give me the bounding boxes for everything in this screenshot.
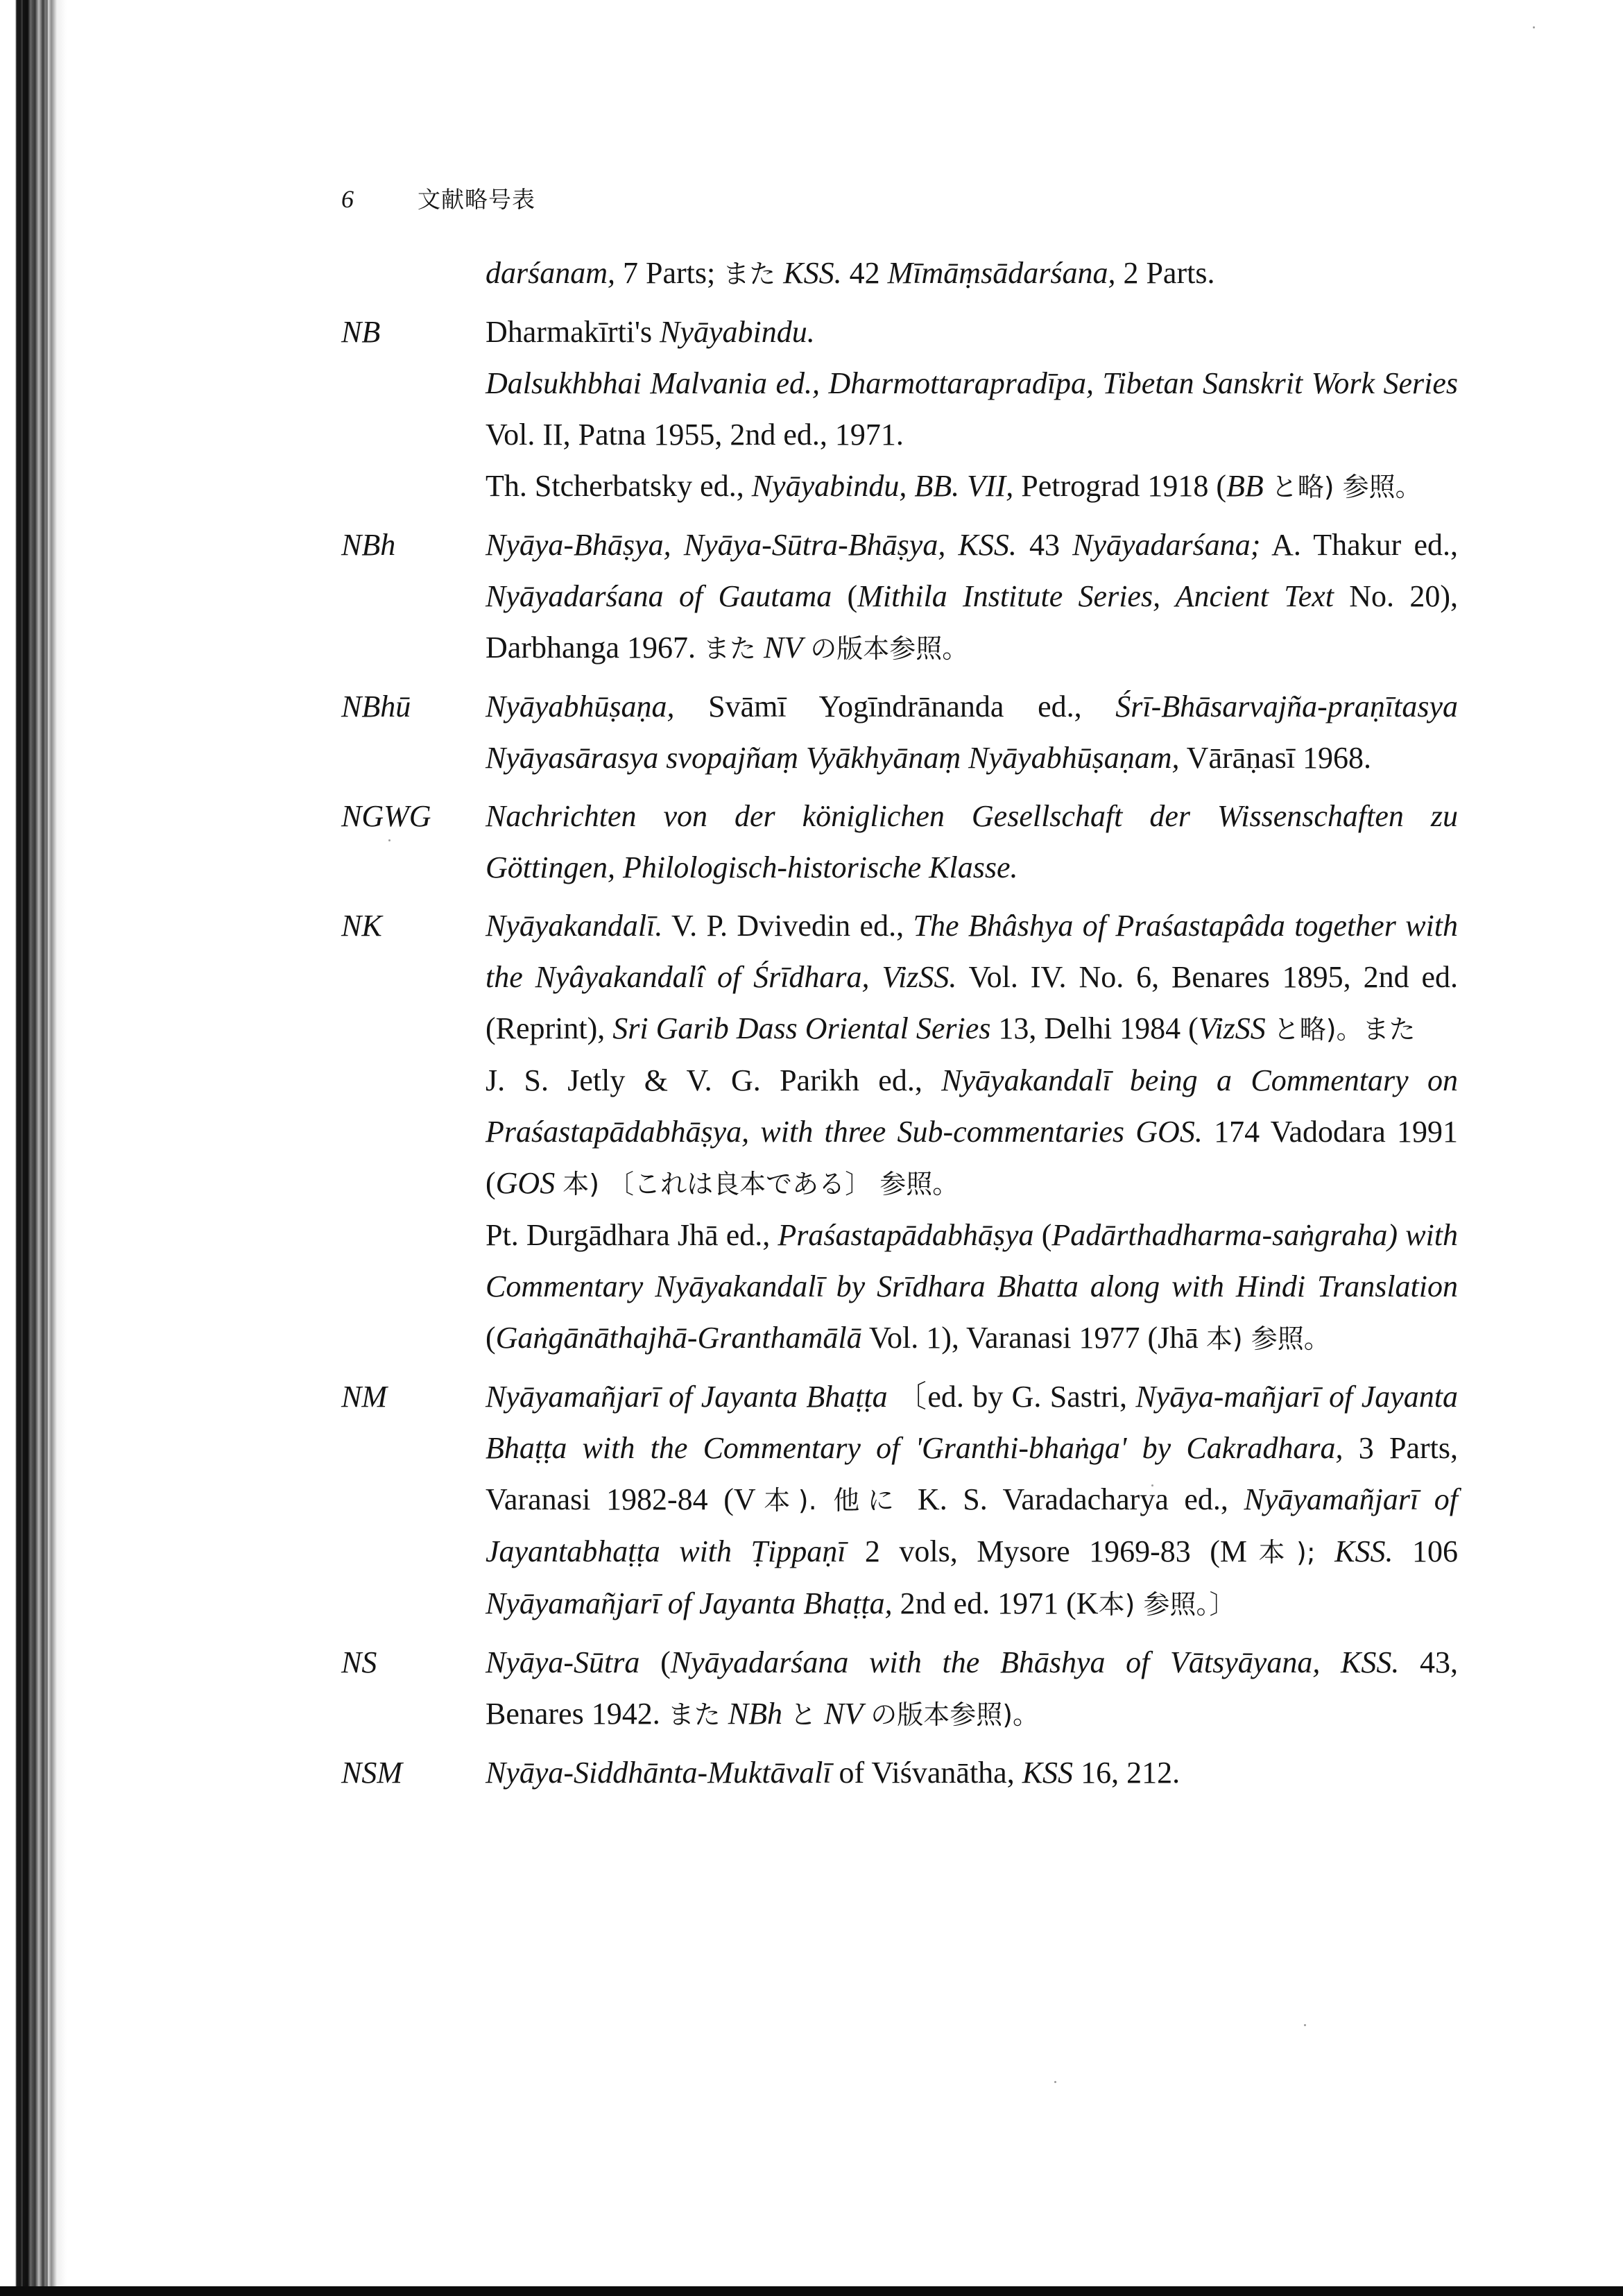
entry-paragraph: Dalsukhbhai Malvania ed., Dharmottarapradīpa, Tibetan Sanskrit Work Series Vol. II, Patna 1955, 2nd ed., 1971. [486,366,1458,452]
entry-paragraph: Nachrichten von der königlichen Gesellschaft der Wissenschaften zu Göttingen, Philologisch-historische Klasse. [486,799,1458,884]
entry-paragraph: Nyāyabhūṣaṇa, Svāmī Yogīndrānanda ed., Śrī-Bhāsarvajña-praṇītasya Nyāyasārasya svopajñaṃ Vyākhyānaṃ Nyāyabhūṣaṇam, Vārāṇasī 1968. [486,689,1458,775]
entry-paragraph: Nyāyakandalī. V. P. Dvivedin ed., The Bhâshya of Praśastapâda together with the Nyâyakandalî of Śrīdhara, VizSS. Vol. IV. No. 6, Benares 1895, 2nd ed. (Reprint), Sri Garib Dass Oriental Series 13, Delhi 1984 (VizSS と略)。また [486,909,1459,1045]
entry-abbreviation: NBh [341,528,396,562]
binding-streak [46,0,48,2296]
bibliography-entry [341,900,1458,1364]
binding-edge [0,0,69,2296]
entry-abbreviation [341,248,486,300]
bibliography-entry [341,307,1458,513]
abbreviation-list [341,248,1458,1799]
entry-body [486,791,1458,893]
bibliography-entry [341,1371,1458,1630]
entry-body [486,681,1458,784]
entry-paragraph: Pt. Durgādhara Jhā ed., Praśastapādabhāṣya (Padārthadharma-saṅgraha) with Commentary Nyāyakandalī by Srīdhara Bhatta along with Hindi Translation (Gaṅgānāthajhā-Granthamālā Vol. 1), Varanasi 1977 (Jhā 本) 参照。 [486,1218,1458,1355]
entry-abbreviation: NK [341,909,382,943]
entry-paragraph: Nyāya-Bhāṣya, Nyāya-Sūtra-Bhāṣya, KSS. 43 Nyāyadarśana; A. Thakur ed., Nyāyadarśana of Gautama (Mithila Institute Series, Ancient Text No. 20), Darbhanga 1967. また NV の版本参照。 [486,528,1459,665]
entry-paragraph: Dharmakīrti's Nyāyabindu. [486,315,815,349]
entry-body [486,1371,1458,1630]
bibliography-entry [341,791,1458,893]
entry-paragraph: Nyāyamañjarī of Jayanta Bhaṭṭa 〔ed. by G. Sastri, Nyāya-mañjarī of Jayanta Bhaṭṭa with the Commentary of 'Granthi-bhaṅga' by Cakradhara, 3 Parts, Varanasi 1982-84 (V本). 他に K. S. Varadacharya ed., Nyāyamañjarī of Jayantabhaṭṭa with Ṭippaṇī 2 vols, Mysore 1969-83 (M本); KSS. 106 Nyāyamañjarī of Jayanta Bhaṭṭa, 2nd ed. 1971 (K本) 参照。〕 [486,1380,1459,1620]
entry-abbreviation: NGWG [341,799,431,833]
entry-abbreviation: NM [341,1380,387,1414]
page-number: 6 [341,185,354,213]
scan-speck [1054,2081,1056,2083]
entry-paragraph: darśanam, 7 Parts; また KSS. 42 Mīmāṃsādarśana, 2 Parts. [486,256,1215,290]
entry-body [486,900,1458,1364]
entry-paragraph: Th. Stcherbatsky ed., Nyāyabindu, BB. VII, Petrograd 1918 (BB と略) 参照。 [486,469,1422,503]
entry-body [486,307,1458,513]
entry-body [486,248,1458,300]
bibliography-entry [341,520,1458,674]
entry-body [486,1747,1458,1799]
scan-speck [1304,2024,1306,2026]
entry-paragraph: J. S. Jetly & V. G. Parikh ed., Nyāyakandalī being a Commentary on Praśastapādabhāṣya, with three Sub-commentaries GOS. 174 Vadodara 1991 (GOS 本) 〔これは良本である〕 参照。 [486,1063,1459,1200]
entry-abbreviation: NB [341,315,381,349]
binding-streak [33,0,35,2296]
page-header [341,182,535,214]
entry-paragraph: Nyāya-Siddhānta-Muktāvalī of Viśvanātha, KSS 16, 212. [486,1756,1180,1790]
entry-abbreviation: NS [341,1645,377,1679]
bibliography-entry [341,681,1458,784]
scan-bottom-edge [0,2286,1623,2296]
entry-abbreviation: NBhū [341,689,411,723]
entry-paragraph: Nyāya-Sūtra (Nyāyadarśana with the Bhāshya of Vātsyāyana, KSS. 43, Benares 1942. また NBh と NV の版本参照)。 [486,1645,1459,1731]
binding-streak [21,0,23,2296]
bibliography-entry [341,1747,1458,1799]
entry-abbreviation: NSM [341,1756,402,1790]
bibliography-entry [341,1637,1458,1740]
page-title: 文献略号表 [418,186,535,213]
entry-body [486,520,1458,674]
scan-speck [1533,26,1535,28]
bibliography-entry [341,248,1458,300]
entry-body [486,1637,1458,1740]
